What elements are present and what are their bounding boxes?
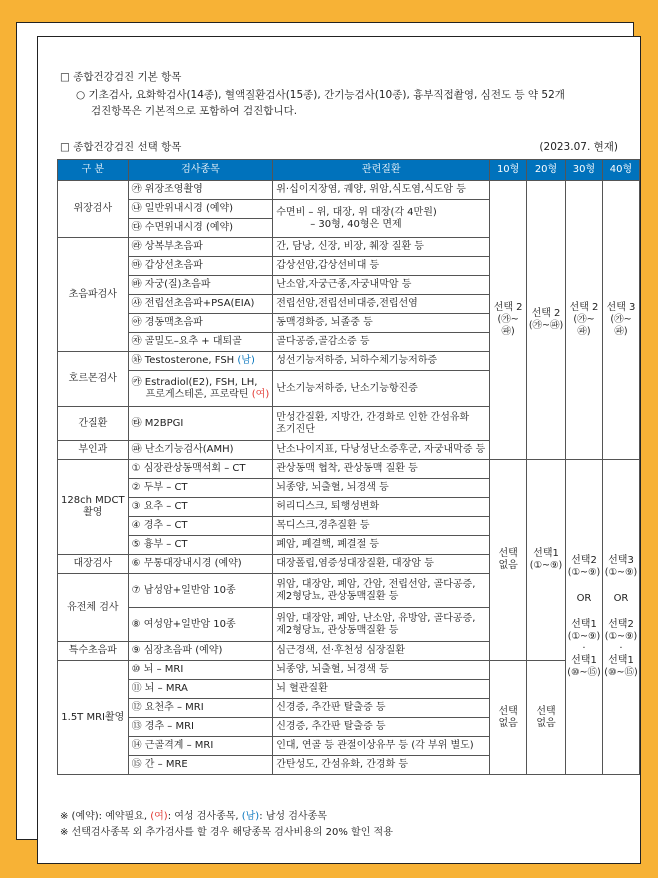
table-row [58,181,640,200]
exam-cell: ㉲ 갑상선초음파 [128,257,273,276]
disease-cell: 폐암, 폐결핵, 폐결절 등 [273,536,490,555]
footnote-legend: ※ (예약): 예약필요, (여): 여성 검사종목, (남): 남성 검사종목 [60,811,327,822]
disease-cell: 성선기능저하증, 뇌하수체기능저하증 [273,352,490,371]
select-heading: □ 종합건강검진 선택 항목 [60,141,182,153]
exam-cell: ⑨ 심장초음파 (예약) [128,642,273,661]
disease-cell: 대장폴립,염증성대장질환, 대장암 등 [273,555,490,574]
exam-cell: ④ 경추 – CT [128,517,273,536]
disease-cell: 위·십이지장염, 궤양, 위암,식도염,식도암 등 [273,181,490,200]
exam-cell: ⑮ 간 – MRE [128,756,273,775]
exam-cell: ⑫ 요천추 – MRI [128,699,273,718]
type30-choice-a: 선택 2 (㉮~㉺) [565,181,602,460]
disease-cell: 관상동맥 협착, 관상동맥 질환 등 [273,460,490,479]
exam-cell: ⑤ 흉부 – CT [128,536,273,555]
disease-cell: 전립선암,전립선비대증,전립선염 [273,295,490,314]
header-type20: 20형 [527,160,566,181]
date-note: (2023.07. 현재) [539,141,618,153]
disease-cell: 간탄성도, 간섬유화, 간경화 등 [273,756,490,775]
type20-choice-c: 선택 없음 [527,661,566,775]
type30-choice-d: 선택2 (①~⑨) OR 선택1 (①~⑨) · 선택1 (⑩~⑮) [565,460,602,775]
disease-cell: 허리디스크, 퇴행성변화 [273,498,490,517]
type10-choice-b: 선택 없음 [490,460,527,661]
basic-line2: 검진항목은 기본적으로 포함하여 검진합니다. [91,105,298,117]
header-category: 구 분 [58,160,129,181]
disease-cell: 수면비 – 위, 대장, 위 대장(각 4만원) – 30형, 40형은 면제 [273,200,490,238]
disease-cell: 신경증, 추간판 탈출증 등 [273,718,490,737]
type40-choice-d: 선택3 (①~⑨) OR 선택2 (①~⑨) · 선택1 (⑩~⑮) [602,460,639,775]
disease-cell: 신경증, 추간판 탈출증 등 [273,699,490,718]
category-mdct: 128ch MDCT 촬영 [58,460,129,555]
male-tag: (남) [241,811,260,822]
female-tag: (여) [251,388,270,400]
disease-cell: 목디스크,경추질환 등 [273,517,490,536]
disease-cell: 간, 담낭, 신장, 비장, 췌장 질환 등 [273,238,490,257]
type10-choice-a: 선택 2 (㉮~㉺) [490,181,527,460]
disease-cell: 심근경색, 선·후천성 심장질환 [273,642,490,661]
disease-cell: 갑상선암,갑상선비대 등 [273,257,490,276]
exam-cell: ⑧ 여성암+일반암 10종 [128,608,273,642]
exam-cell: ② 두부 – CT [128,479,273,498]
exam-cell: ㉰ 수면위내시경 (예약) [128,219,273,238]
male-tag: (남) [237,355,255,366]
disease-cell: 뇌 혈관질환 [273,680,490,699]
table-row [58,460,640,479]
disease-cell: 난소나이지표, 다낭성난소증후군, 자궁내막증 등 [273,441,490,460]
exam-cell: ㉹ M2BPGI [128,407,273,441]
exam-cell: ① 심장관상동맥석회 – CT [128,460,273,479]
exam-cell: ③ 요추 – CT [128,498,273,517]
disease-cell: 인대, 연골 등 관절이상유무 등 (각 부위 별도) [273,737,490,756]
exam-cell: ⑦ 남성암+일반암 10종 [128,574,273,608]
header-disease: 관련질환 [273,160,490,181]
disease-cell: 위암, 대장암, 폐암, 간암, 전립선암, 골다공증, 제2형당뇨, 관상동맥질환 등 [273,574,490,608]
basic-line1: ○ 기초검사, 요화학검사(14종), 혈액질환검사(15종), 간기능검사(10종), 흉부직접촬영, 심전도 등 약 52개 [76,89,565,101]
exam-cell: ㉸ Estradiol(E2), FSH, LH, 프로게스테론, 프로락틴 (여) [128,371,273,407]
exam-cell: ⑩ 뇌 – MRI [128,661,273,680]
disease-cell: 위암, 대장암, 폐암, 난소암, 유방암, 골다공증, 제2형당뇨, 관상동맥질환 등 [273,608,490,642]
disease-cell: 동맥경화증, 뇌졸중 등 [273,314,490,333]
disease-cell: 만성간질환, 지방간, 간경화로 인한 간섬유화 조기진단 [273,407,490,441]
category-special-ultrasound: 특수초음파 [58,642,129,661]
disease-cell: 난소기능저하증, 난소기능항진증 [273,371,490,407]
selection-table [57,159,640,775]
header-type30: 30형 [565,160,602,181]
disease-cell: 뇌종양, 뇌출혈, 뇌경색 등 [273,661,490,680]
exam-cell: ⑬ 경추 – MRI [128,718,273,737]
header-exam: 검사종목 [128,160,273,181]
female-tag: (여) [150,811,168,822]
footnotes [60,809,393,841]
exam-cell: ⑭ 근골격계 – MRI [128,737,273,756]
exam-cell: ㉳ 자궁(질)초음파 [128,276,273,295]
category-gastro: 위장검사 [58,181,129,238]
exam-cell: ㉶ 골밀도–요추 + 대퇴골 [128,333,273,352]
exam-cell: ⑥ 무통대장내시경 (예약) [128,555,273,574]
table-header-row [58,160,640,181]
exam-cell: ㉱ 상복부초음파 [128,238,273,257]
category-colon: 대장검사 [58,555,129,574]
table-row [58,661,640,680]
category-liver: 간질환 [58,407,129,441]
exam-cell: ㉯ 일반위내시경 (예약) [128,200,273,219]
disease-cell: 뇌종양, 뇌출혈, 뇌경색 등 [273,479,490,498]
exam-cell: ㉷ Testosterone, FSH (남) [128,352,273,371]
header-type10: 10형 [490,160,527,181]
type10-choice-c: 선택 없음 [490,661,527,775]
disease-cell: 난소암,자궁근종,자궁내막암 등 [273,276,490,295]
document-page [37,36,641,864]
exam-cell: ㉵ 경동맥초음파 [128,314,273,333]
basic-heading: □ 종합건강검진 기본 항목 [60,71,182,83]
footnote-discount: ※ 선택검사종목 외 추가검사를 할 경우 해당종목 검사비용의 20% 할인 적용 [60,827,393,838]
category-ultrasound: 초음파검사 [58,238,129,352]
type40-choice-a: 선택 3 (㉮~㉺) [602,181,639,460]
header-type40: 40형 [602,160,639,181]
category-gynecology: 부인과 [58,441,129,460]
exam-cell: ㉴ 전립선초음파+PSA(EIA) [128,295,273,314]
exam-cell: ㉮ 위장조영촬영 [128,181,273,200]
type20-choice-b: 선택1 (①~⑨) [527,460,566,661]
category-genome: 유전체 검사 [58,574,129,642]
basic-description [76,87,616,119]
disease-cell: 골다공증,골감소증 등 [273,333,490,352]
exam-cell: ㉺ 난소기능검사(AMH) [128,441,273,460]
exam-cell: ⑪ 뇌 – MRA [128,680,273,699]
category-mri: 1.5T MRI촬영 [58,661,129,775]
category-hormone: 호르몬검사 [58,352,129,407]
type20-choice-a: 선택 2 (㉮~㉺) [527,181,566,460]
